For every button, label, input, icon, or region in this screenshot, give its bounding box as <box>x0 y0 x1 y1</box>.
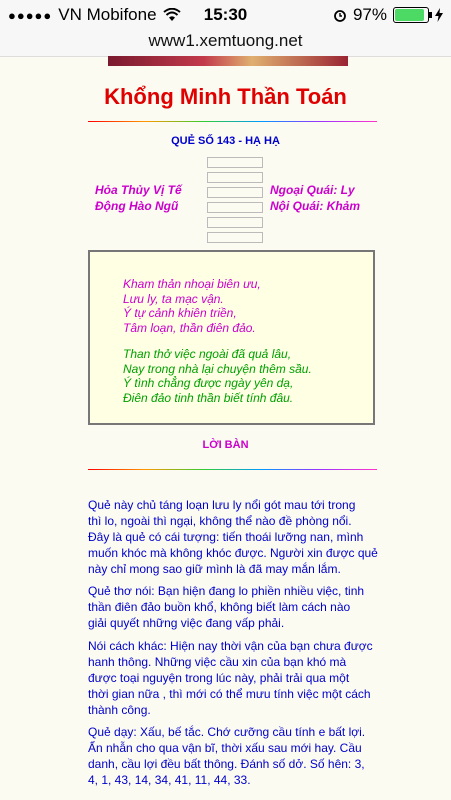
que-title: QUẺ SỐ 143 - HẠ HẠ <box>171 135 280 147</box>
address-bar[interactable]: www1.xemtuong.net <box>0 30 451 57</box>
commentary-paragraph: Quẻ này chủ táng loạn lưu ly nổi gót mau tới trong thì lo, ngoài thì ngại, không thể nào đề phòng nổi. Đây là quẻ có cái tượng: tiến thoái lưỡng nan, mình muốn khóc mà không khóc được. Người xin được quẻ này chỉ mong sao giữ mình là đã may mắn lắm. <box>88 498 378 576</box>
divider <box>88 469 377 470</box>
alarm-clock-icon <box>333 8 347 22</box>
hexagram-line <box>207 157 263 168</box>
commentary-paragraph: Quẻ dạy: Xấu, bế tắc. Chớ cưỡng cầu tính e bất lợi. Ẩn nhẫn cho qua vận bĩ, thời xấu sau mới hay. Cầu danh, cầu lợi đều bất thông. Đánh số dở. Số hên: 3, 4, 1, 43, 14, 34, 41, 11, 44, 33. <box>88 725 366 787</box>
signal-icon: ●●●●● <box>8 7 53 23</box>
hexagram-line <box>207 217 263 228</box>
poem-line: Lưu ly, ta mạc vận. <box>123 291 224 306</box>
ngoai-quai-label: Ngoại Quái: Ly <box>270 183 355 197</box>
status-bar <box>0 0 451 30</box>
battery-icon <box>393 7 429 23</box>
poem-line: Ý tình chẳng được ngày yên dạ, <box>123 376 294 390</box>
poem-line: Ý tự cảnh khiên triền, <box>123 306 237 320</box>
clock: 15:30 <box>203 5 248 24</box>
noi-quai-label: Nội Quái: Khảm <box>270 199 361 213</box>
hexagram-name: Hỏa Thủy Vị Tế <box>95 183 182 197</box>
battery-percent: 97% <box>352 5 387 24</box>
charging-bolt-icon <box>435 8 443 22</box>
commentary-paragraph: Quẻ thơ nói: Bạn hiện đang lo phiền nhiều việc, tinh thần điên đảo buồn khổ, không biết làm cách nào giải quyết những việc đang vấp phải. <box>88 584 365 630</box>
divider <box>88 121 377 122</box>
page-title: Khổng Minh Thần Toán <box>104 84 347 109</box>
poem-box <box>88 250 375 425</box>
carrier-name: VN Mobifone <box>58 5 157 24</box>
poem-line: Than thở việc ngoài đã quả lâu, <box>123 347 292 361</box>
poem-line: Điên đảo tinh thần biết tính đâu. <box>123 390 294 405</box>
poem-line: Tâm loạn, thần điên đảo. <box>123 320 256 335</box>
hexagram-line <box>207 202 263 213</box>
hexagram-line <box>207 232 263 243</box>
loi-ban-heading: LỜI BÀN <box>202 439 249 451</box>
dong-hao-label: Động Hào Ngũ <box>95 199 179 213</box>
han-viet-poem <box>123 277 261 335</box>
header-banner-image <box>108 56 348 66</box>
commentary-paragraph: Nói cách khác: Hiện nay thời vận của bạn chưa được hanh thông. Những việc cầu xin của bạn khó mà được toại nguyện trong lúc này, phải trải qua một thời gian nữa , thì mới có thể mưu tính việc một cách thành công. <box>88 639 373 717</box>
poem-line: Kham thản nhoại biên ưu, <box>123 277 261 291</box>
poem-line: Nay trong nhà lại chuyện thêm sầu. <box>123 361 312 376</box>
translated-poem <box>123 347 312 405</box>
hexagram-line <box>207 172 263 183</box>
hexagram-line <box>207 187 263 198</box>
